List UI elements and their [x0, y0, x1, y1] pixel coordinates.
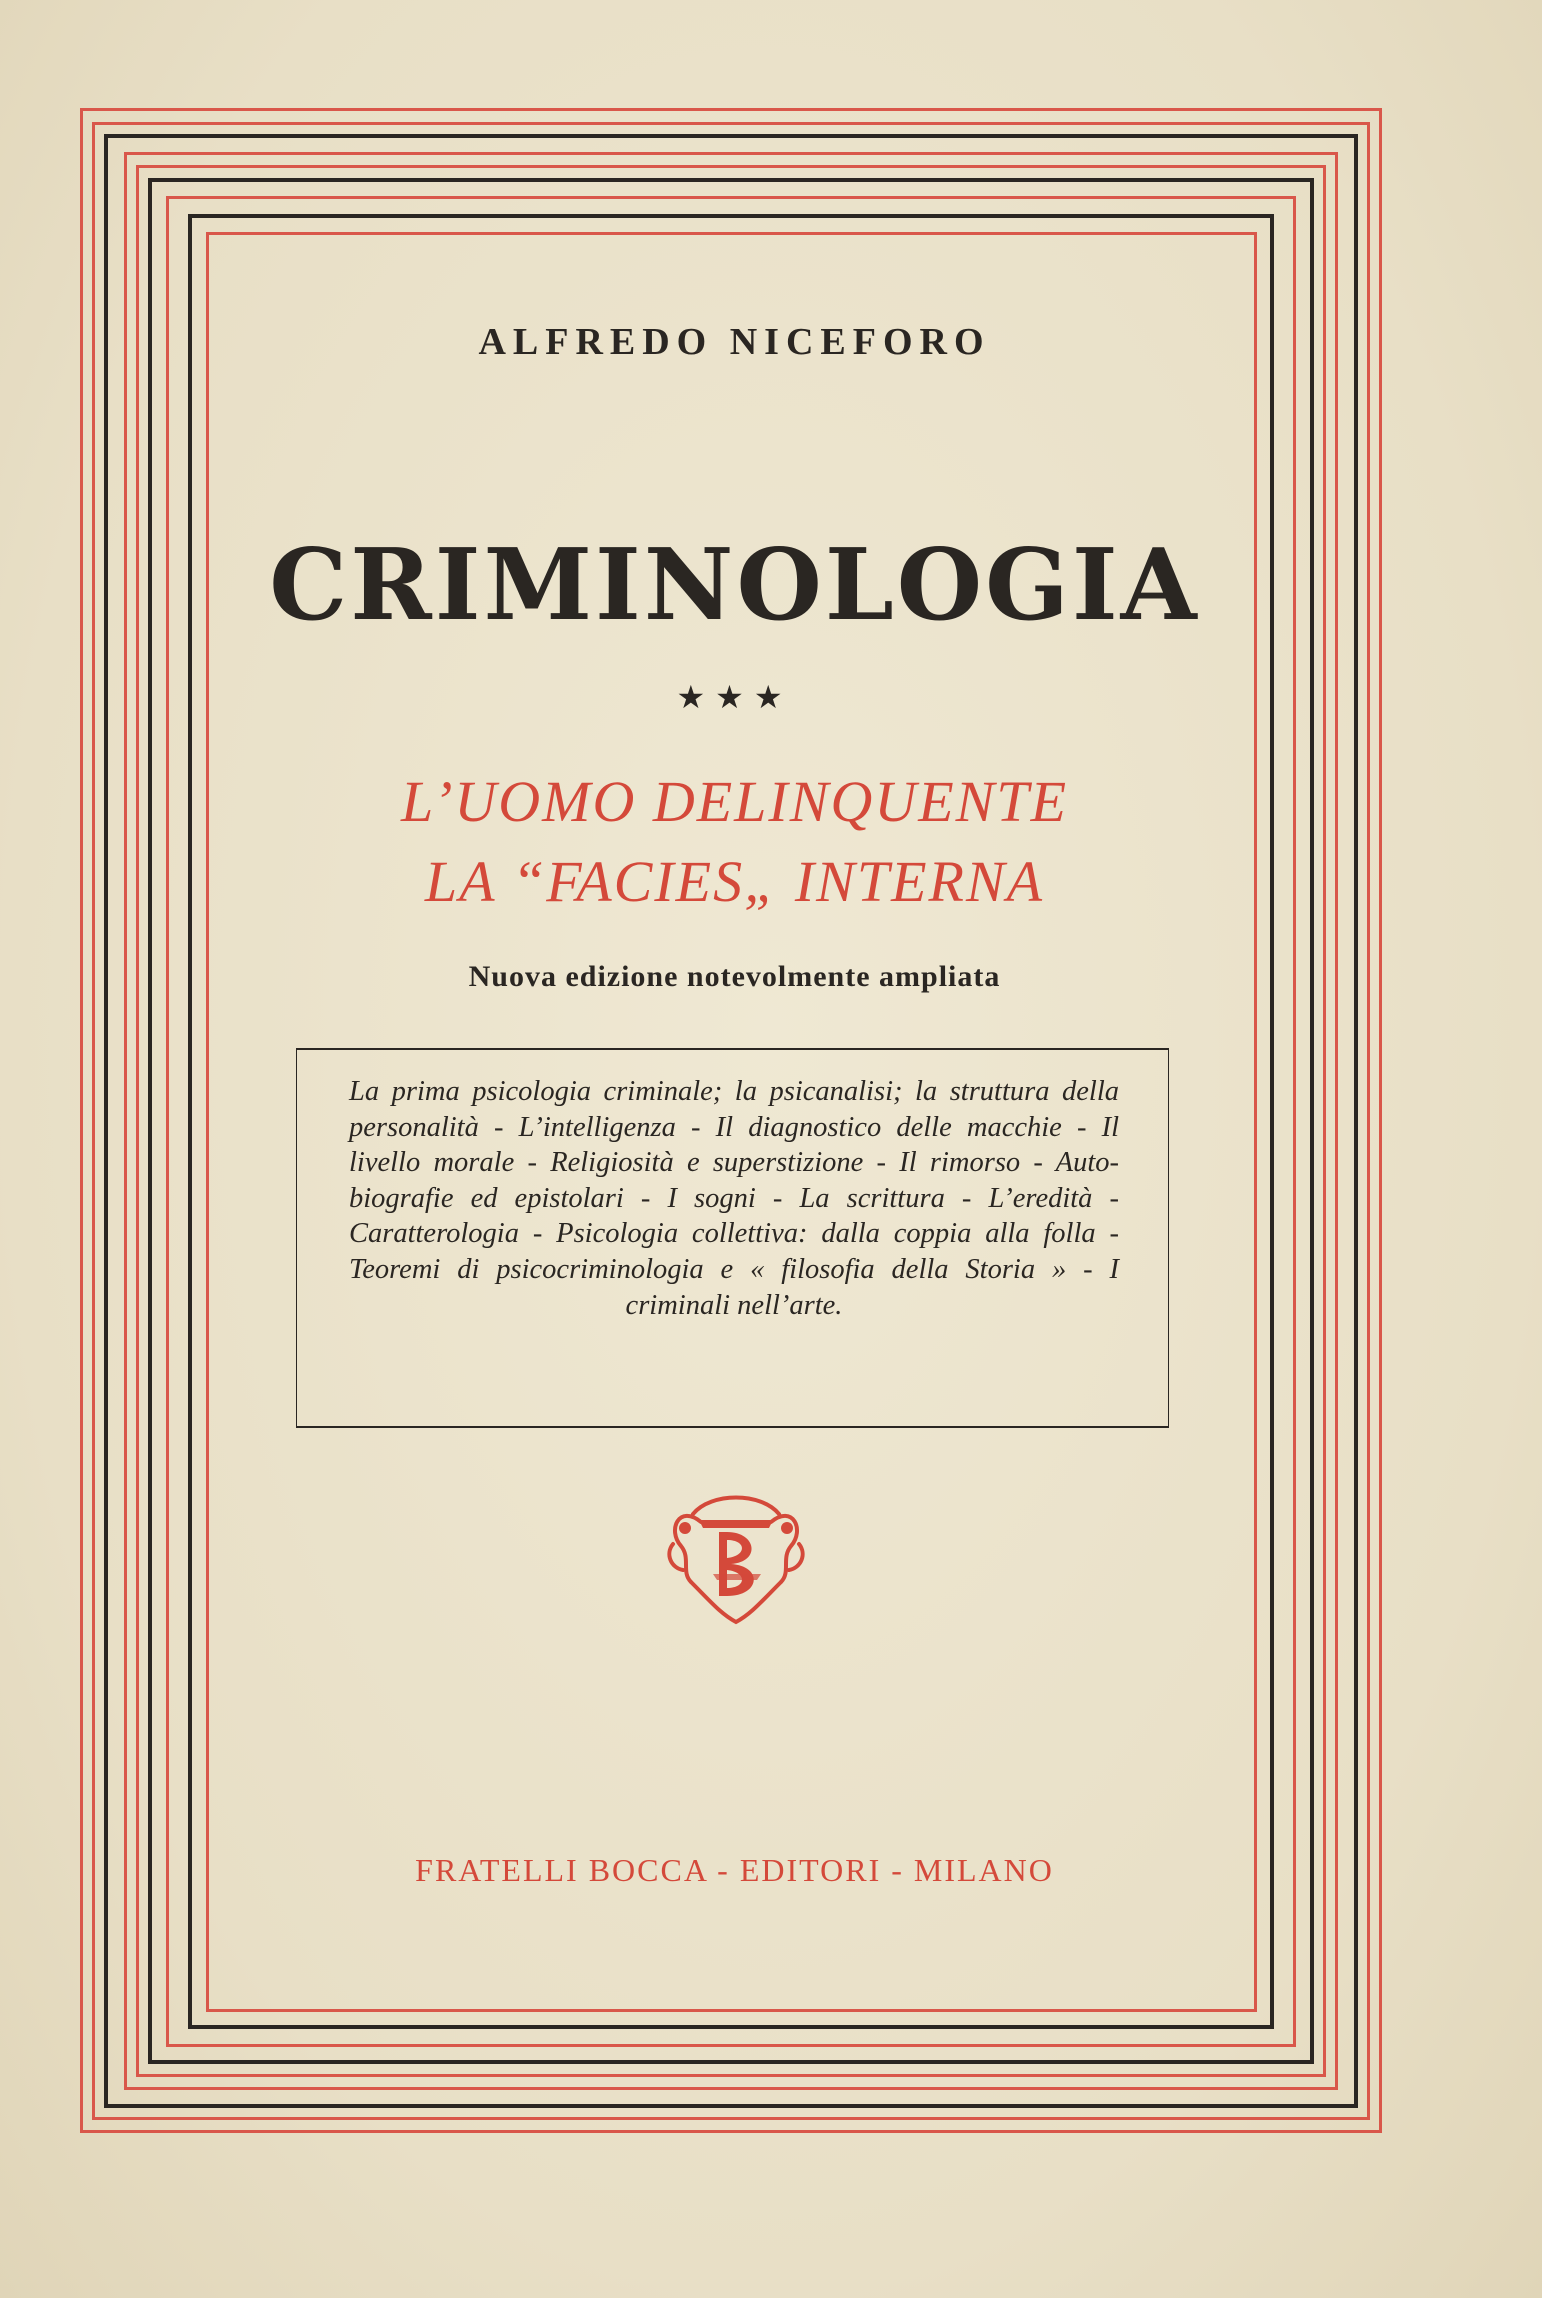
publisher-emblem-icon	[661, 1484, 811, 1626]
contents-box	[296, 1048, 1169, 1428]
publisher-imprint: FRATELLI BOCCA - EDITORI - MILANO	[415, 1852, 1054, 1888]
ornament-stars: ★★★	[676, 678, 793, 716]
book-title: CRIMINOLOGIA	[269, 528, 1200, 643]
author-name: ALFREDO NICEFORO	[478, 321, 991, 363]
contents-description: La prima psicologia criminale; la psicanalisi; la struttura della personalità - L’intelligenza - Il diagnostico delle macchie - Il livello morale - Religiosità e superstizione - Il rimorso - Autobiografie ed epistolari - I sogni - La scrittura - L’eredità - Caratterologia - Psicologia collettiva: dalla coppia alla folla - Teoremi di psicocriminologia e « filosofia della Storia » - I criminali nell’arte.	[349, 1076, 1119, 1321]
subtitle-line-2: LA “FACIES„ INTERNA	[424, 849, 1045, 914]
edition-note: Nuova edizione notevolmente ampliata	[468, 960, 1001, 993]
cover-content	[212, 238, 1257, 1998]
subtitle-line-1: L’UOMO DELINQUENTE	[400, 769, 1069, 834]
